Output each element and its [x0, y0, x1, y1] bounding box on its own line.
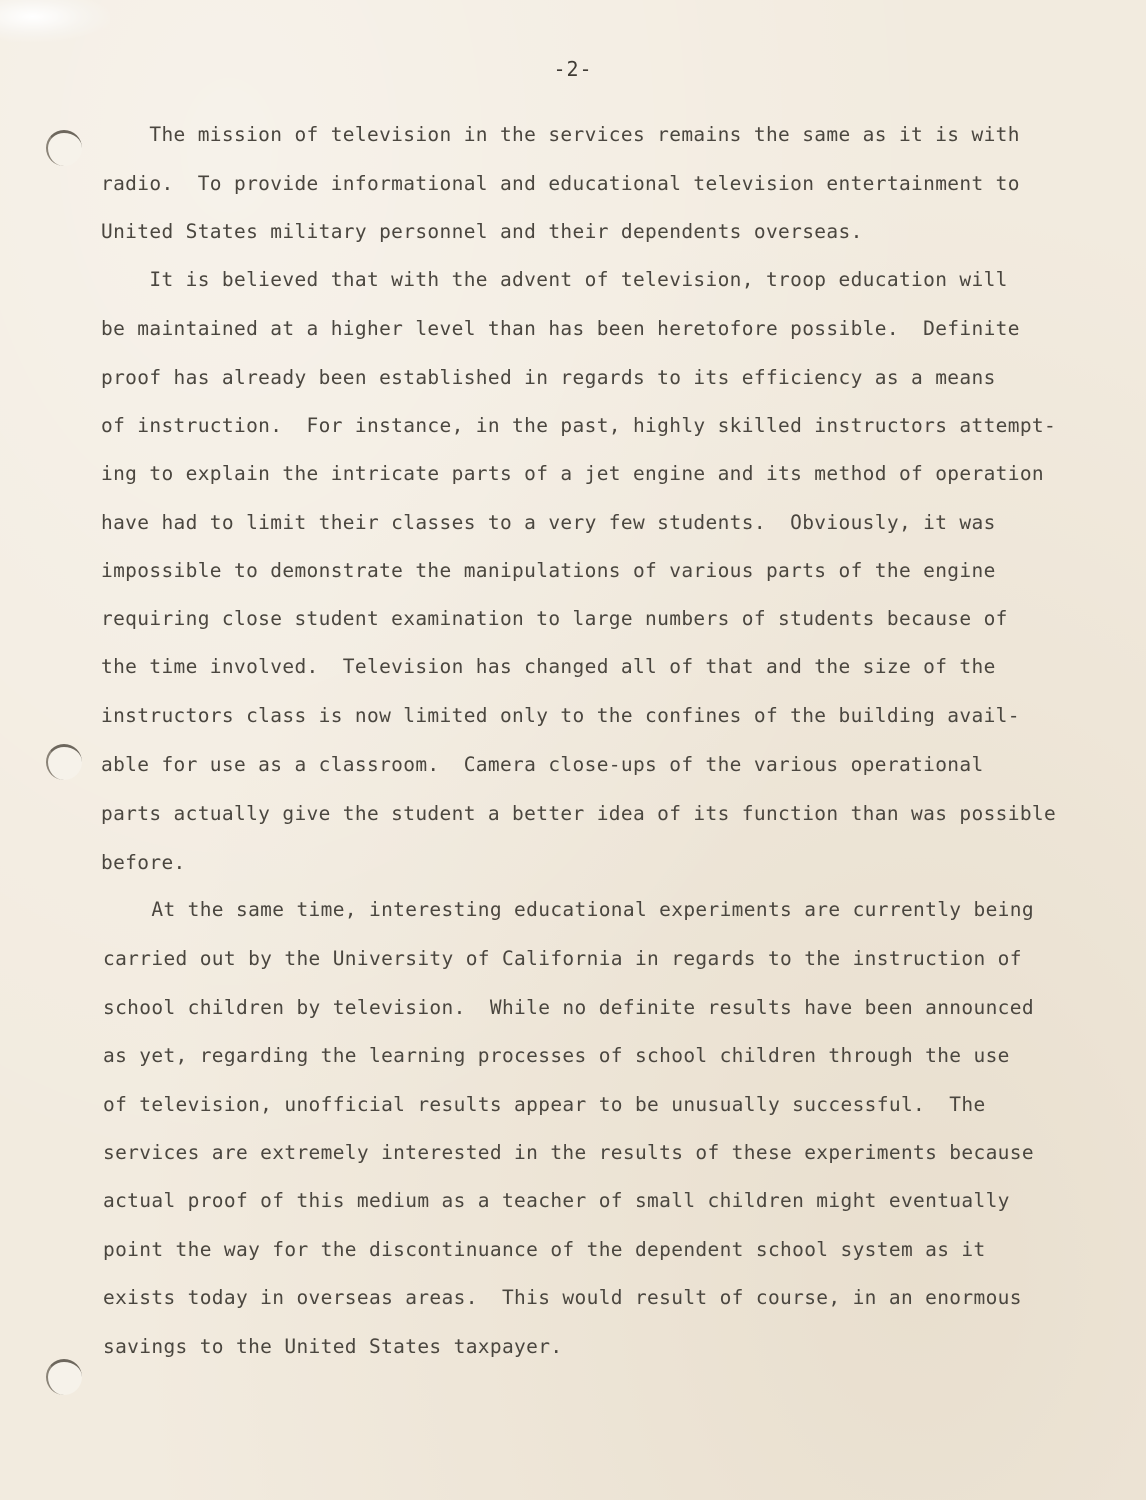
text-line: exists today in overseas areas. This would result of course, in an enormous — [103, 1286, 1022, 1309]
text-line: savings to the United States taxpayer. — [103, 1335, 563, 1358]
text-line: parts actually give the student a better idea of its function than was possible — [101, 802, 1057, 825]
text-line: The mission of television in the services remains the same as it is with — [101, 123, 1020, 146]
text-line: At the same time, interesting educational experiments are currently being — [103, 898, 1034, 921]
text-line: ing to explain the intricate parts of a jet engine and its method of operation — [101, 462, 1045, 485]
text-line: be maintained at a higher level than has been heretofore possible. Definite — [101, 317, 1020, 340]
text-line: carried out by the University of California in regards to the instruction of — [103, 947, 1022, 970]
text-line: impossible to demonstrate the manipulations of various parts of the engine — [101, 559, 996, 582]
text-line: It is believed that with the advent of television, troop education will — [101, 268, 1008, 291]
text-line: before. — [101, 851, 186, 874]
text-line: actual proof of this medium as a teacher of small children might eventually — [103, 1189, 1010, 1212]
text-line: proof has already been established in regards to its efficiency as a means — [101, 366, 996, 389]
text-line: of television, unofficial results appear to be unusually successful. The — [103, 1093, 986, 1116]
torn-corner — [0, 0, 110, 42]
text-line: the time involved. Television has changed all of that and the size of the — [101, 655, 996, 678]
punch-hole-top — [46, 130, 82, 166]
page-number: -2- — [553, 57, 593, 81]
text-line: have had to limit their classes to a very few students. Obviously, it was — [101, 511, 996, 534]
text-line: able for use as a classroom. Camera close-ups of the various operational — [101, 753, 984, 776]
text-line: United States military personnel and their dependents overseas. — [101, 220, 863, 243]
text-line: as yet, regarding the learning processes of school children through the use — [103, 1044, 1010, 1067]
text-line: school children by television. While no definite results have been announced — [103, 996, 1034, 1019]
text-line: of instruction. For instance, in the past, highly skilled instructors attempt- — [101, 414, 1057, 437]
punch-hole-middle — [46, 744, 82, 780]
text-line: instructors class is now limited only to the confines of the building avail- — [101, 704, 1020, 727]
punch-hole-bottom — [46, 1359, 82, 1395]
text-line: requiring close student examination to large numbers of students because of — [101, 607, 1008, 630]
text-line: services are extremely interested in the results of these experiments because — [103, 1141, 1034, 1164]
text-line: point the way for the discontinuance of the dependent school system as it — [103, 1238, 986, 1261]
text-line: radio. To provide informational and educational television entertainment to — [101, 172, 1020, 195]
